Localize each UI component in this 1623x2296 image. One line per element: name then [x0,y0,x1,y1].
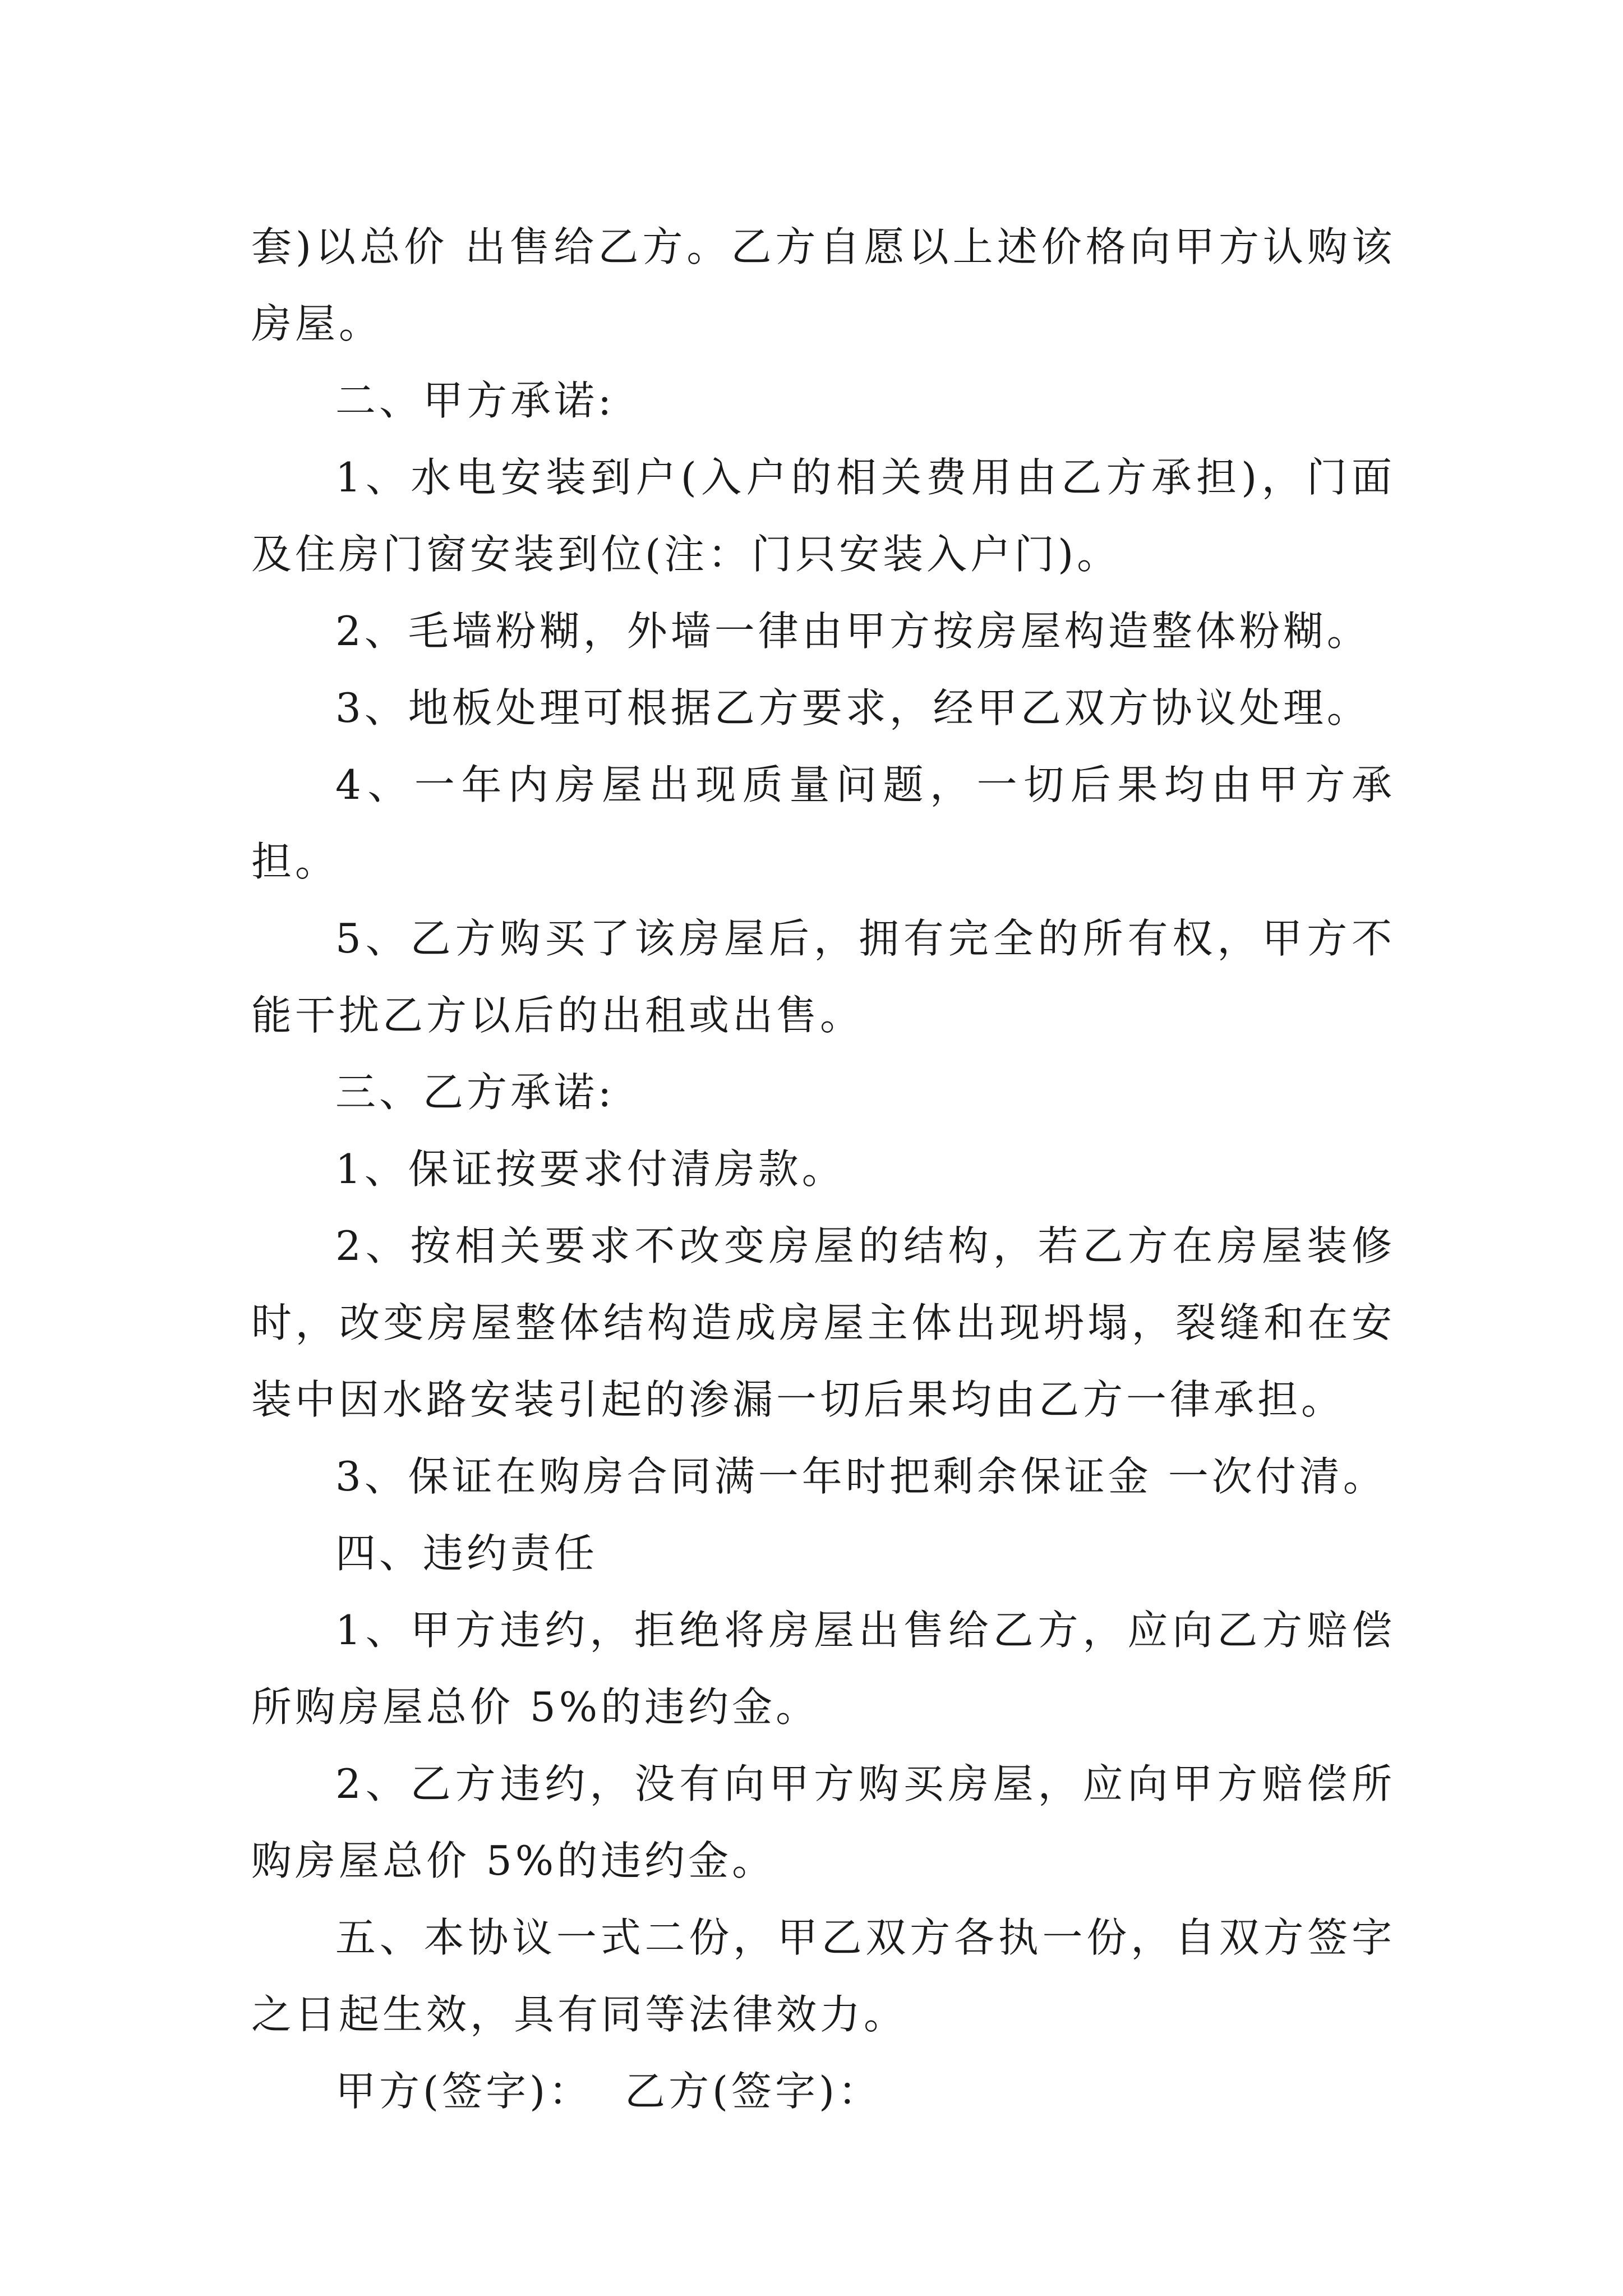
section-heading-breach-liability: 四、违约责任 [335,1530,598,1577]
clause-a-2: 2、毛墙粉糊，外墙一律由甲方按房屋构造整体粉糊。 [335,608,1371,655]
signature-line: 甲方(签字)： 乙方(签字)： [335,2068,882,2115]
clause-breach-2: 2、乙方违约，没有向甲方购买房屋，应向甲方赔偿所购房屋总价 5%的违约金。 [251,1760,1395,1884]
document-body [251,209,1395,2130]
clause-a-4: 4、一年内房屋出现质量问题，一切后果均由甲方承担。 [251,761,1395,885]
clause-breach-1: 1、甲方违约，拒绝将房屋出售给乙方，应向乙方赔偿所购房屋总价 5%的违约金。 [251,1607,1395,1731]
section-agreement-copies: 五、本协议一式二份，甲乙双方各执一份，自双方签字之日起生效，具有同等法律效力。 [251,1914,1395,2038]
section-heading-party-b-commitments: 三、乙方承诺: [335,1069,615,1116]
clause-a-5: 5、乙方购买了该房屋后，拥有完全的所有权，甲方不能干扰乙方以后的出租或出售。 [251,915,1395,1039]
clause-b-3: 3、保证在购房合同满一年时把剩余保证金 一次付清。 [335,1453,1387,1500]
clause-a-1: 1、水电安装到户(入户的相关费用由乙方承担)，门面及住房门窗安装到位(注：门只安装入户门)。 [251,454,1395,578]
clause-a-3: 3、地板处理可根据乙方要求，经甲乙双方协议处理。 [335,684,1371,731]
section-heading-party-a-commitments: 二、甲方承诺: [335,377,615,424]
paragraph-continuation: 套)以总价 出售给乙方。乙方自愿以上述价格向甲方认购该房屋。 [251,223,1395,347]
clause-b-1: 1、保证按要求付清房款。 [335,1145,846,1193]
clause-b-2: 2、按相关要求不改变房屋的结构，若乙方在房屋装修时，改变房屋整体结构造成房屋主体出现坍塌，裂缝和在安装中因水路安装引起的渗漏一切后果均由乙方一律承担。 [251,1222,1395,1423]
